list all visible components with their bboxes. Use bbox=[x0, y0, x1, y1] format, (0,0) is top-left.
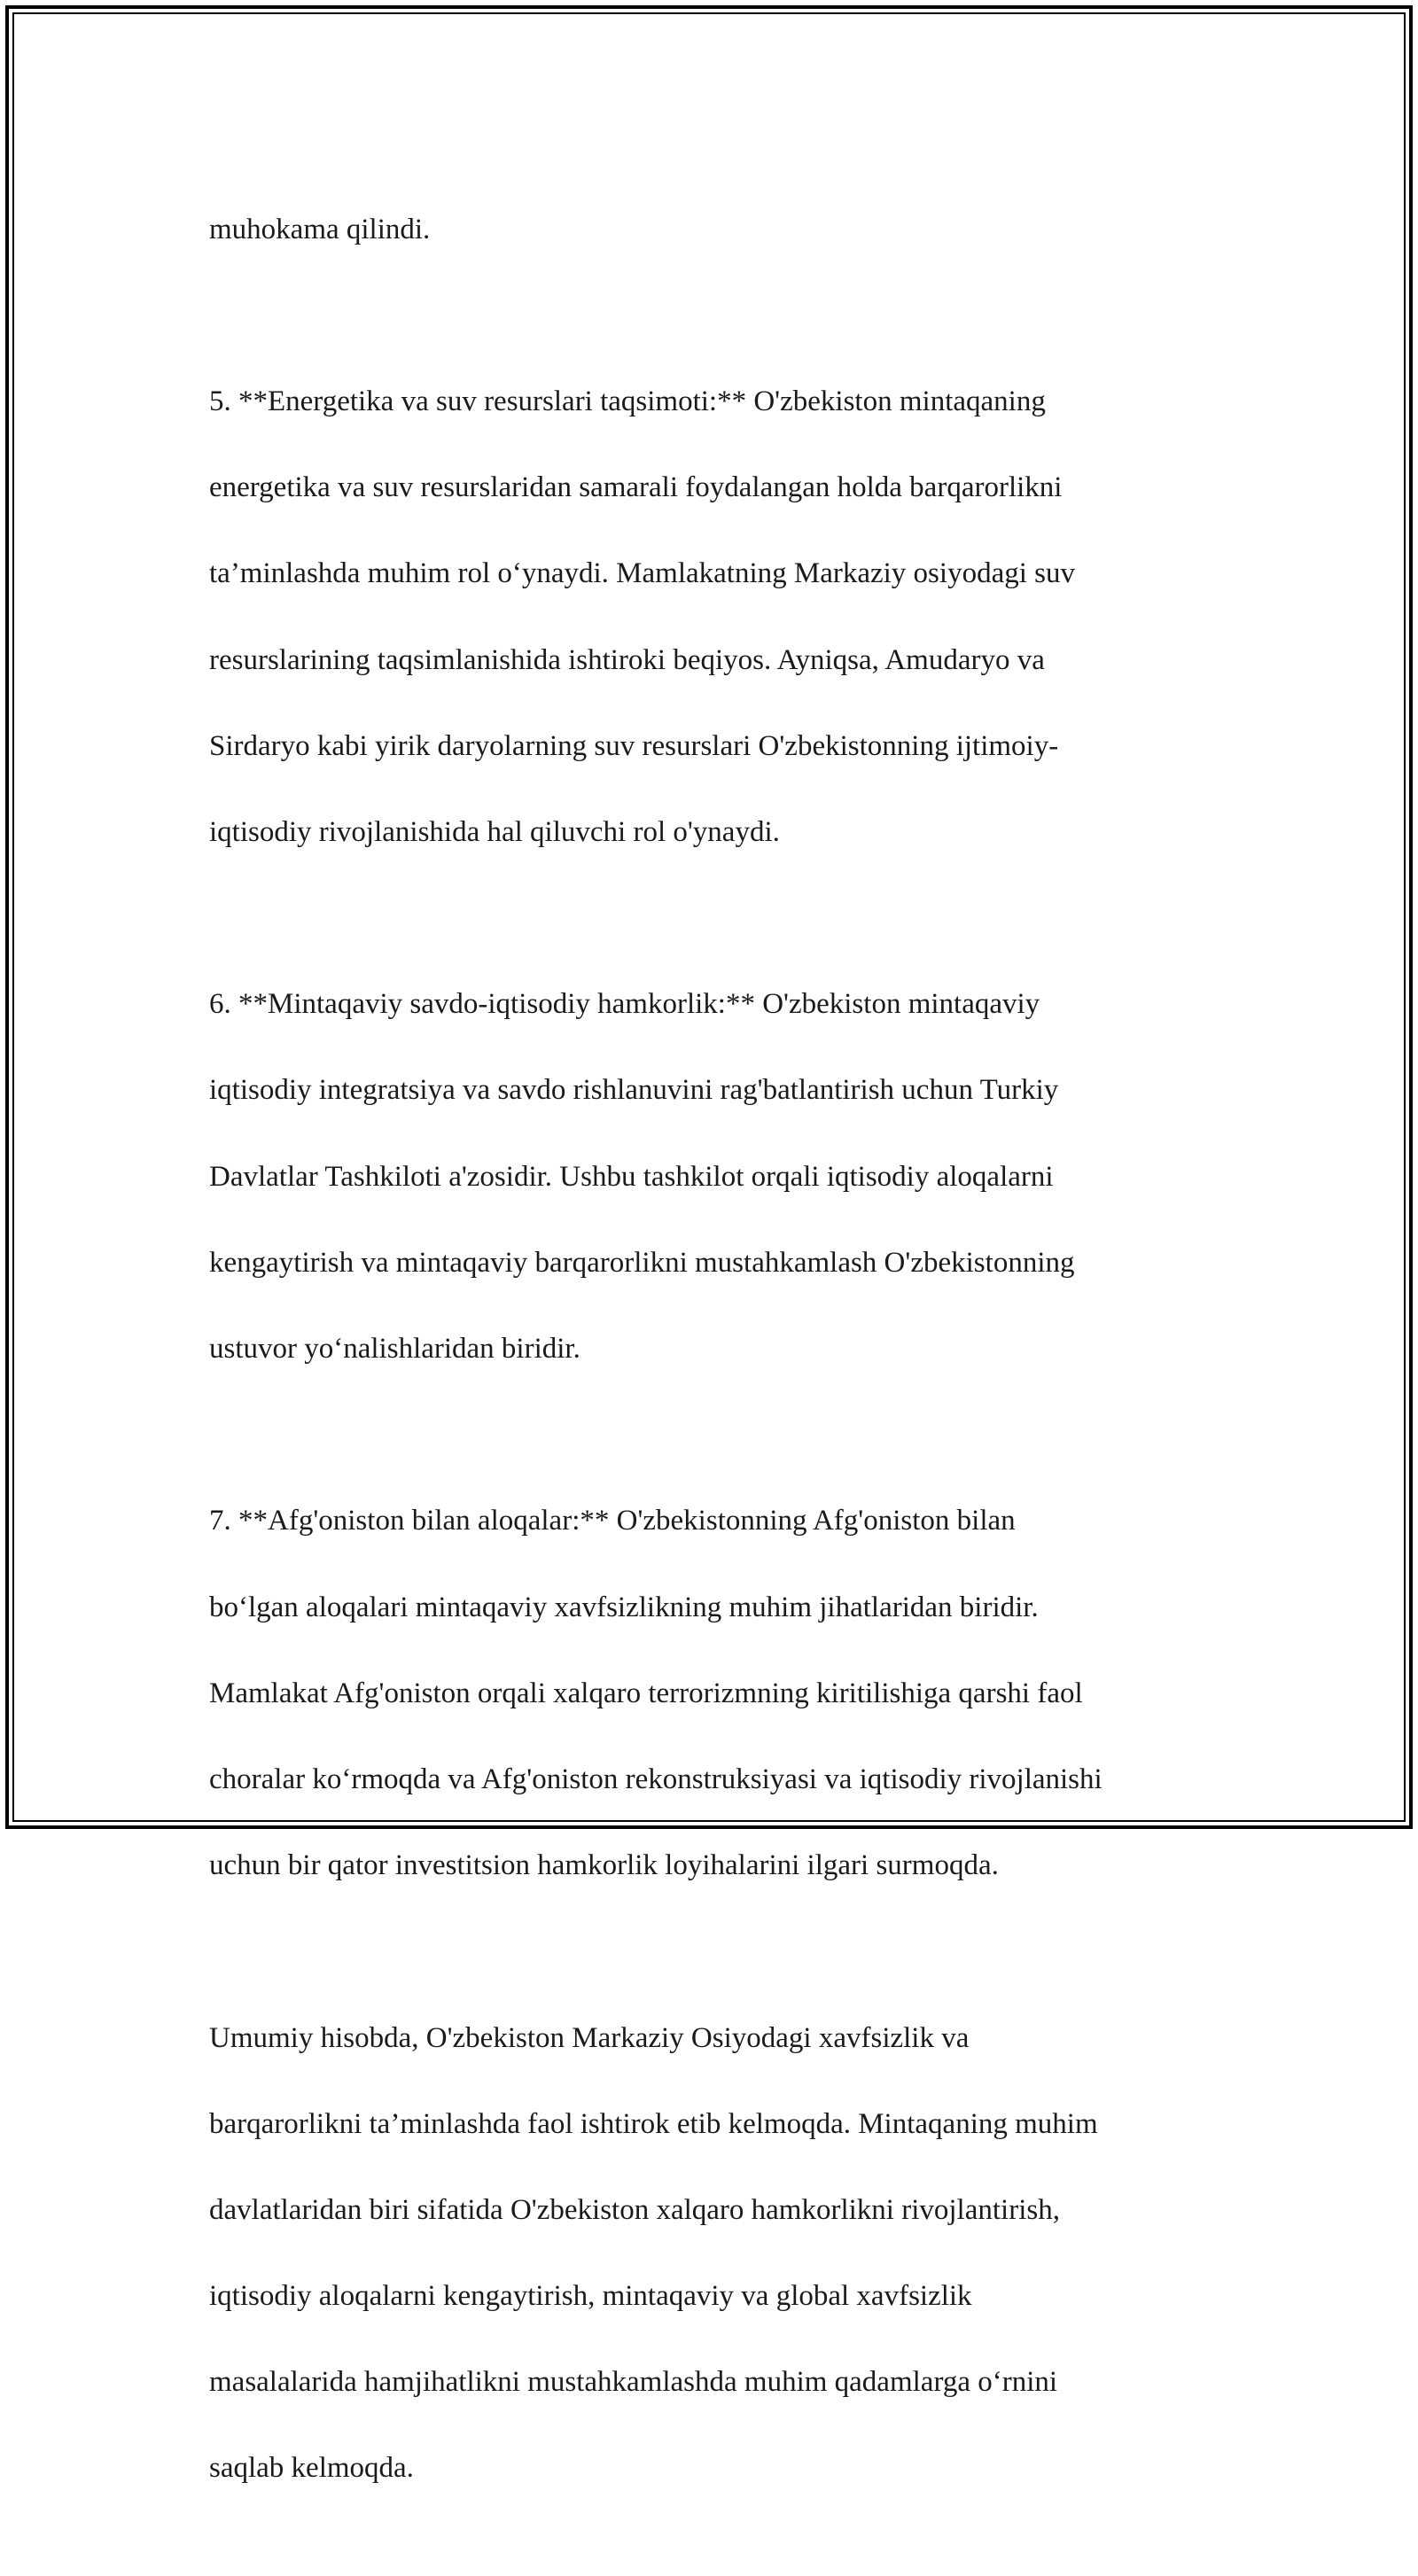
text-line: uchun bir qator investitsion hamkorlik loyihalarini ilgari surmoqda. bbox=[209, 1849, 999, 1882]
paragraph-item-5-energy-water bbox=[209, 337, 1219, 897]
text-line: kengaytirish va mintaqaviy barqarorlikni mustahkamlash O'zbekistonning bbox=[209, 1246, 1075, 1279]
text-line: masalalarida hamjihatlikni mustahkamlashda muhim qadamlarga o‘rnini bbox=[209, 2366, 1058, 2399]
text-line: ustuvor yo‘nalishlaridan biridir. bbox=[209, 1333, 580, 1366]
text-line: energetika va suv resurslaridan samarali foydalangan holda barqarorlikni bbox=[209, 471, 1063, 504]
text-line: iqtisodiy aloqalarni kengaytirish, mintaqaviy va global xavfsizlik bbox=[209, 2280, 972, 2313]
document-body bbox=[209, 165, 1219, 2576]
text-line: Mamlakat Afg'oniston orqali xalqaro terrorizmning kiritilishiga qarshi faol bbox=[209, 1677, 1083, 1709]
text-line: iqtisodiy rivojlanishida hal qiluvchi rol o'ynaydi. bbox=[209, 815, 780, 848]
text-line: saqlab kelmoqda. bbox=[209, 2452, 414, 2485]
text-line: Sirdaryo kabi yirik daryolarning suv resurslari O'zbekistonning ijtimoiy- bbox=[209, 729, 1059, 762]
text-line: Umumiy hisobda, O'zbekiston Markaziy Osiyodagi xavfsizlik va bbox=[209, 2021, 970, 2054]
paragraph-item-7-afghanistan bbox=[209, 1457, 1219, 1931]
text-line: choralar ko‘rmoqda va Afg'oniston rekonstruksiyasi va iqtisodiy rivojlanishi bbox=[209, 1763, 1102, 1795]
paragraph-continuation bbox=[209, 165, 1219, 294]
paragraph-summary bbox=[209, 1973, 1219, 2533]
text-line: iqtisodiy integratsiya va savdo rishlanuvini rag'batlantirish uchun Turkiy bbox=[209, 1074, 1059, 1107]
text-line: barqarorlikni ta’minlashda faol ishtirok etib kelmoqda. Mintaqaning muhim bbox=[209, 2107, 1098, 2140]
text-line: ta’minlashda muhim rol o‘ynaydi. Mamlakatning Markaziy osiyodagi suv bbox=[209, 557, 1075, 590]
text-line: Davlatlar Tashkiloti a'zosidir. Ushbu tashkilot orqali iqtisodiy aloqalarni bbox=[209, 1160, 1054, 1193]
text-line: 6. **Mintaqaviy savdo-iqtisodiy hamkorlik:** O'zbekiston mintaqaviy bbox=[209, 988, 1040, 1021]
paragraph-item-6-trade bbox=[209, 940, 1219, 1414]
text-line: 5. **Energetika va suv resurslari taqsimoti:** O'zbekiston mintaqaning bbox=[209, 385, 1046, 417]
text-line: davlatlaridan biri sifatida O'zbekiston xalqaro hamkorlikni rivojlantirish, bbox=[209, 2193, 1060, 2226]
text-line: 7. **Afg'oniston bilan aloqalar:** O'zbekistonning Afg'oniston bilan bbox=[209, 1505, 1016, 1537]
text-line: resurslarining taqsimlanishida ishtiroki beqiyos. Ayniqsa, Amudaryo va bbox=[209, 643, 1045, 676]
text-line: muhokama qilindi. bbox=[209, 213, 431, 245]
text-line: bo‘lgan aloqalari mintaqaviy xavfsizlikning muhim jihatlaridan biridir. bbox=[209, 1591, 1039, 1623]
